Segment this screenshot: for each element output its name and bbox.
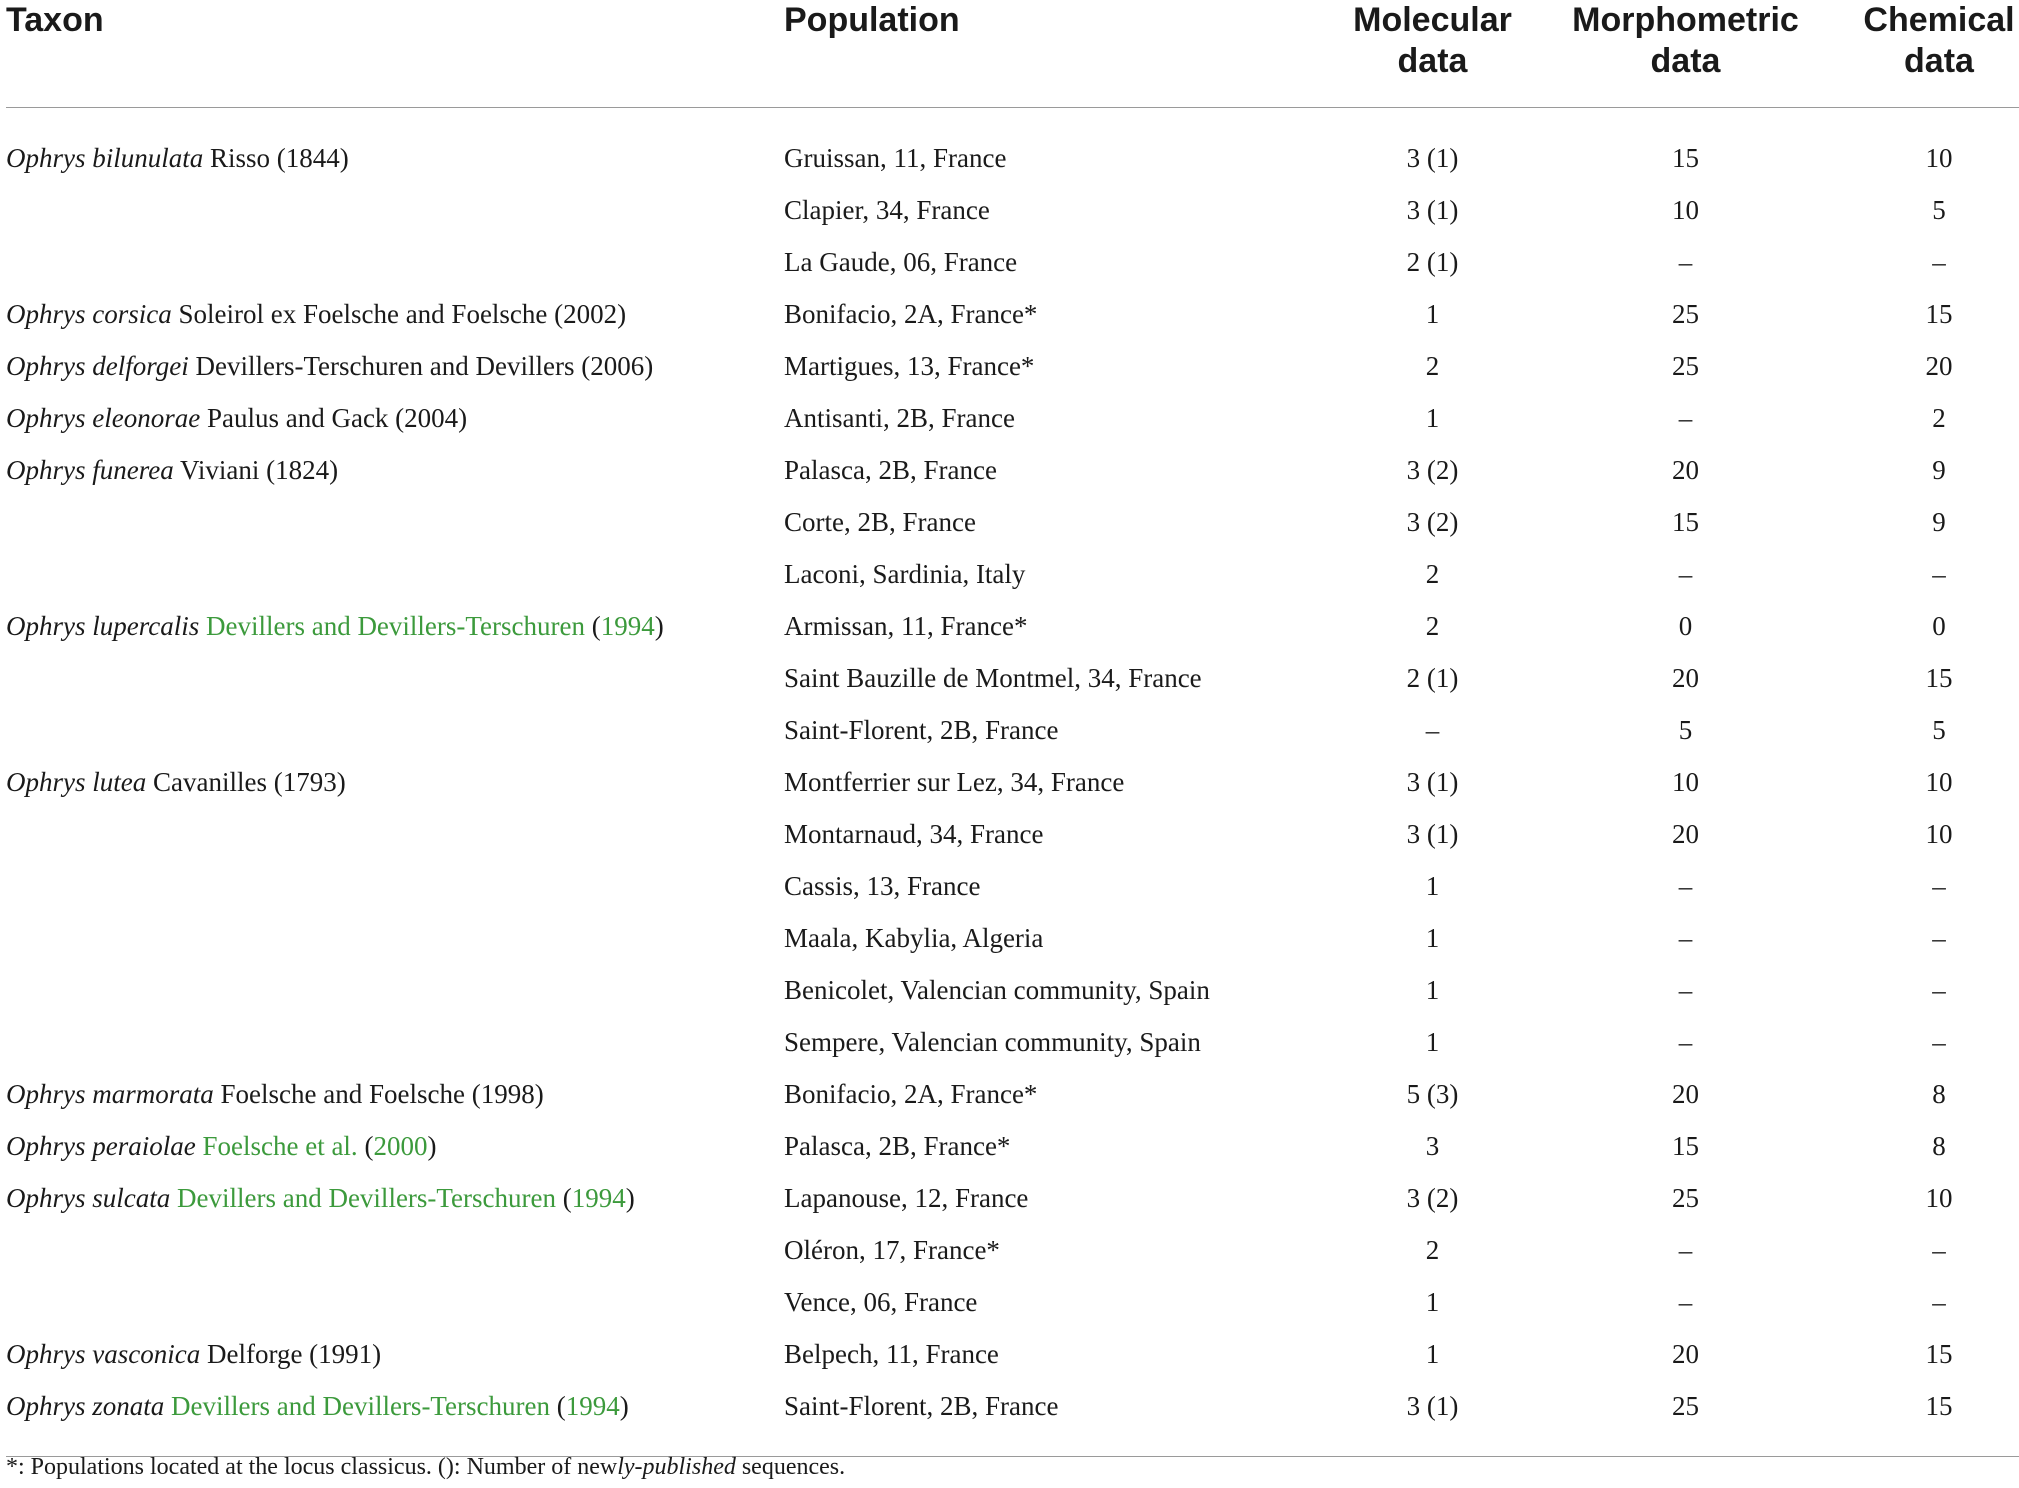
table-row [6,912,2019,964]
species-name: Ophrys eleonorae [6,402,201,433]
year-citation-link[interactable]: 2000 [373,1130,428,1161]
author-citation: Devillers-Terschuren and Devillers (2006) [188,350,654,381]
taxon-cell [6,1328,784,1380]
species-name: Ophrys delforgei [6,350,189,381]
taxon-cell [6,108,784,185]
chemical-data-cell: 2 [1932,402,1946,433]
population-cell: La Gaude, 06, France [784,246,1018,277]
molecular-data-cell: 3 (1) [1406,766,1459,797]
morphometric-data-cell: 15 [1672,506,1699,537]
species-name: Ophrys funerea [6,454,174,485]
morphometric-data-cell: 25 [1672,1182,1699,1213]
table-row [6,340,2019,392]
morphometric-data-cell: – [1678,870,1693,901]
chemical-data-cell: – [1932,922,1946,953]
taxon-cell: Ophrys zonata Devillers and Devillers-Terschuren (1994) [6,1390,629,1421]
morphometric-data-cell: 20 [1672,818,1699,849]
table-row [6,236,2019,288]
chemical-data-cell: 15 [1925,298,1953,329]
population-cell: Palasca, 2B, France* [784,1130,1011,1161]
population-cell: Clapier, 34, France [784,194,990,225]
population-cell: Benicolet, Valencian community, Spain [784,974,1210,1005]
morphometric-data-cell: 20 [1672,1338,1699,1369]
population-cell: Montarnaud, 34, France [784,818,1044,849]
morphometric-data-cell: – [1678,402,1693,433]
morphometric-data-cell: 10 [1672,766,1699,797]
taxon-cell [6,392,784,444]
chemical-data-cell: 8 [1932,1078,1946,1109]
molecular-data-cell: 1 [1425,1338,1440,1369]
morphometric-data-cell: 20 [1672,662,1699,693]
morphometric-data-cell: 20 [1672,1078,1699,1109]
populations-table [6,0,2019,1457]
species-name: Ophrys bilunulata [6,142,204,173]
table-body [6,108,2019,1457]
taxon-cell [6,704,784,756]
molecular-data-cell: 3 (1) [1406,194,1459,225]
author-citation: Cavanilles (1793) [146,766,346,797]
molecular-data-cell: 2 [1425,558,1440,589]
species-name: Ophrys lutea [6,766,147,797]
chemical-data-cell: 9 [1932,454,1946,485]
chemical-data-cell: – [1932,558,1946,589]
population-cell: Saint-Florent, 2B, France [784,714,1059,745]
species-name: Ophrys zonata [6,1390,165,1421]
table-row [6,1328,2019,1380]
author-citation-link[interactable]: Foelsche et al. [202,1130,358,1161]
taxon-cell [6,964,784,1016]
population-cell: Maala, Kabylia, Algeria [784,922,1044,953]
population-cell: Oléron, 17, France* [784,1234,1000,1265]
chemical-data-cell: – [1932,870,1946,901]
taxon-cell [6,808,784,860]
chemical-data-cell: 10 [1925,766,1953,797]
table-row [6,1120,2019,1172]
year-citation-link[interactable]: 1994 [565,1390,620,1421]
population-cell: Bonifacio, 2A, France* [784,298,1038,329]
chemical-data-cell: – [1932,974,1946,1005]
population-cell: Bonifacio, 2A, France* [784,1078,1038,1109]
molecular-data-cell: 3 (1) [1406,818,1459,849]
taxon-cell [6,1276,784,1328]
taxon-cell [6,236,784,288]
author-citation-link[interactable]: Devillers and Devillers-Terschuren [205,610,585,641]
taxon-cell: Ophrys sulcata Devillers and Devillers-Terschuren (1994) [6,1182,635,1213]
taxon-cell [6,340,784,392]
chemical-data-cell: 10 [1925,818,1953,849]
taxon-cell [6,496,784,548]
morphometric-data-cell: 10 [1672,194,1699,225]
molecular-data-cell: 3 [1425,1130,1440,1161]
chemical-data-cell: 20 [1925,350,1953,381]
molecular-data-cell: 1 [1425,402,1440,433]
header-taxon: Taxon [6,1,104,39]
species-name: Ophrys corsica [6,298,172,329]
molecular-data-cell: 2 (1) [1406,246,1459,277]
table-row [6,1380,2019,1457]
taxon-cell [6,1016,784,1068]
molecular-data-cell: 1 [1425,922,1440,953]
population-cell: Corte, 2B, France [784,506,976,537]
population-cell: Antisanti, 2B, France [784,402,1015,433]
header-population: Population [784,1,960,39]
morphometric-data-cell: – [1678,1286,1693,1317]
molecular-data-cell: 3 (2) [1406,454,1459,485]
chemical-data-cell: 0 [1932,610,1946,641]
population-cell: Palasca, 2B, France [784,454,997,485]
table-row [6,548,2019,600]
species-name: Ophrys peraiolae [6,1130,196,1161]
morphometric-data-cell: 25 [1672,1390,1699,1421]
molecular-data-cell: 2 [1425,1234,1440,1265]
author-citation: Foelsche and Foelsche (1998) [213,1078,544,1109]
population-cell: Cassis, 13, France [784,870,981,901]
molecular-data-cell: 2 [1425,350,1440,381]
table-row [6,184,2019,236]
morphometric-data-cell: – [1678,246,1693,277]
population-cell: Lapanouse, 12, France [784,1182,1029,1213]
taxon-cell [6,548,784,600]
morphometric-data-cell: 0 [1678,610,1693,641]
morphometric-data-cell: – [1678,1234,1693,1265]
population-cell: Vence, 06, France [784,1286,978,1317]
molecular-data-cell: 1 [1425,1026,1440,1057]
molecular-data-cell: 3 (2) [1406,506,1459,537]
table-row [6,108,2019,185]
morphometric-data-cell: 5 [1678,714,1693,745]
chemical-data-cell: 8 [1932,1130,1946,1161]
header-chemical-data: Chemical data [1863,1,2015,80]
table-row [6,1016,2019,1068]
molecular-data-cell: – [1425,714,1440,745]
species-name: Ophrys marmorata [6,1078,214,1109]
morphometric-data-cell: – [1678,974,1693,1005]
table-header [6,0,2019,108]
taxon-cell [6,652,784,704]
chemical-data-cell: 10 [1925,142,1953,173]
author-citation: Soleirol ex Foelsche and Foelsche (2002) [171,298,627,329]
table-row [6,756,2019,808]
data-table-container [6,0,2016,1457]
table-row [6,860,2019,912]
chemical-data-cell: – [1932,246,1946,277]
morphometric-data-cell: 25 [1672,298,1699,329]
morphometric-data-cell: 25 [1672,350,1699,381]
taxon-cell [6,1068,784,1120]
table-row [6,808,2019,860]
table-row [6,704,2019,756]
taxon-cell [6,444,784,496]
author-citation-link[interactable]: Devillers and Devillers-Terschuren [171,1390,550,1421]
chemical-data-cell: 5 [1932,194,1946,225]
table-footnote: *: Populations located at the locus classicus. (): Number of newly-published sequences. [6,1454,846,1480]
taxon-cell [6,288,784,340]
author-citation: Paulus and Gack (2004) [200,402,468,433]
molecular-data-cell: 3 (1) [1406,142,1459,173]
population-cell: Martigues, 13, France* [784,350,1035,381]
molecular-data-cell: 2 [1425,610,1440,641]
population-cell: Armissan, 11, France* [784,610,1028,641]
taxon-cell [6,860,784,912]
header-morphometric-data: Morphometric data [1572,1,1799,80]
author-citation: Viviani (1824) [173,454,339,485]
population-cell: Sempere, Valencian community, Spain [784,1026,1201,1057]
morphometric-data-cell: – [1678,558,1693,589]
molecular-data-cell: 1 [1425,298,1440,329]
population-cell: Belpech, 11, France [784,1338,999,1369]
table-row [6,392,2019,444]
population-cell: Laconi, Sardinia, Italy [784,558,1026,589]
table-row [6,288,2019,340]
chemical-data-cell: – [1932,1234,1946,1265]
taxon-cell: Ophrys lupercalis Devillers and Devillers-Terschuren (1994) [6,610,664,641]
chemical-data-cell: 5 [1932,714,1946,745]
chemical-data-cell: 15 [1925,1390,1953,1421]
table-row [6,964,2019,1016]
morphometric-data-cell: 15 [1672,142,1699,173]
species-name: Ophrys vasconica [6,1338,201,1369]
molecular-data-cell: 2 (1) [1406,662,1459,693]
chemical-data-cell: 9 [1932,506,1946,537]
morphometric-data-cell: 20 [1672,454,1699,485]
table-row [6,1224,2019,1276]
author-citation-link[interactable]: Devillers and Devillers-Terschuren [177,1182,556,1213]
morphometric-data-cell: 15 [1672,1130,1699,1161]
chemical-data-cell: 15 [1925,662,1953,693]
table-row [6,444,2019,496]
author-citation: Delforge (1991) [200,1338,382,1369]
taxon-cell: Ophrys peraiolae Foelsche et al. (2000) [6,1130,437,1161]
species-name: Ophrys sulcata [6,1182,171,1213]
molecular-data-cell: 1 [1425,974,1440,1005]
species-name: Ophrys lupercalis [6,610,200,641]
chemical-data-cell: – [1932,1026,1946,1057]
molecular-data-cell: 3 (1) [1406,1390,1459,1421]
year-citation-link[interactable]: 1994 [571,1182,626,1213]
year-citation-link[interactable]: 1994 [600,610,655,641]
table-row [6,1172,2019,1224]
taxon-cell [6,184,784,236]
molecular-data-cell: 5 (3) [1406,1078,1459,1109]
morphometric-data-cell: – [1678,1026,1693,1057]
chemical-data-cell: 10 [1925,1182,1953,1213]
chemical-data-cell: 15 [1925,1338,1953,1369]
table-row [6,1276,2019,1328]
table-row [6,652,2019,704]
population-cell: Gruissan, 11, France [784,142,1007,173]
molecular-data-cell: 1 [1425,1286,1440,1317]
molecular-data-cell: 1 [1425,870,1440,901]
table-row [6,496,2019,548]
table-row [6,600,2019,652]
author-citation: Risso (1844) [203,142,349,173]
header-molecular-data: Molecular data [1353,1,1512,80]
taxon-cell [6,756,784,808]
population-cell: Saint-Florent, 2B, France [784,1390,1059,1421]
population-cell: Saint Bauzille de Montmel, 34, France [784,662,1202,693]
population-cell: Montferrier sur Lez, 34, France [784,766,1125,797]
taxon-cell [6,912,784,964]
molecular-data-cell: 3 (2) [1406,1182,1459,1213]
chemical-data-cell: – [1932,1286,1946,1317]
morphometric-data-cell: – [1678,922,1693,953]
table-row [6,1068,2019,1120]
taxon-cell [6,1224,784,1276]
